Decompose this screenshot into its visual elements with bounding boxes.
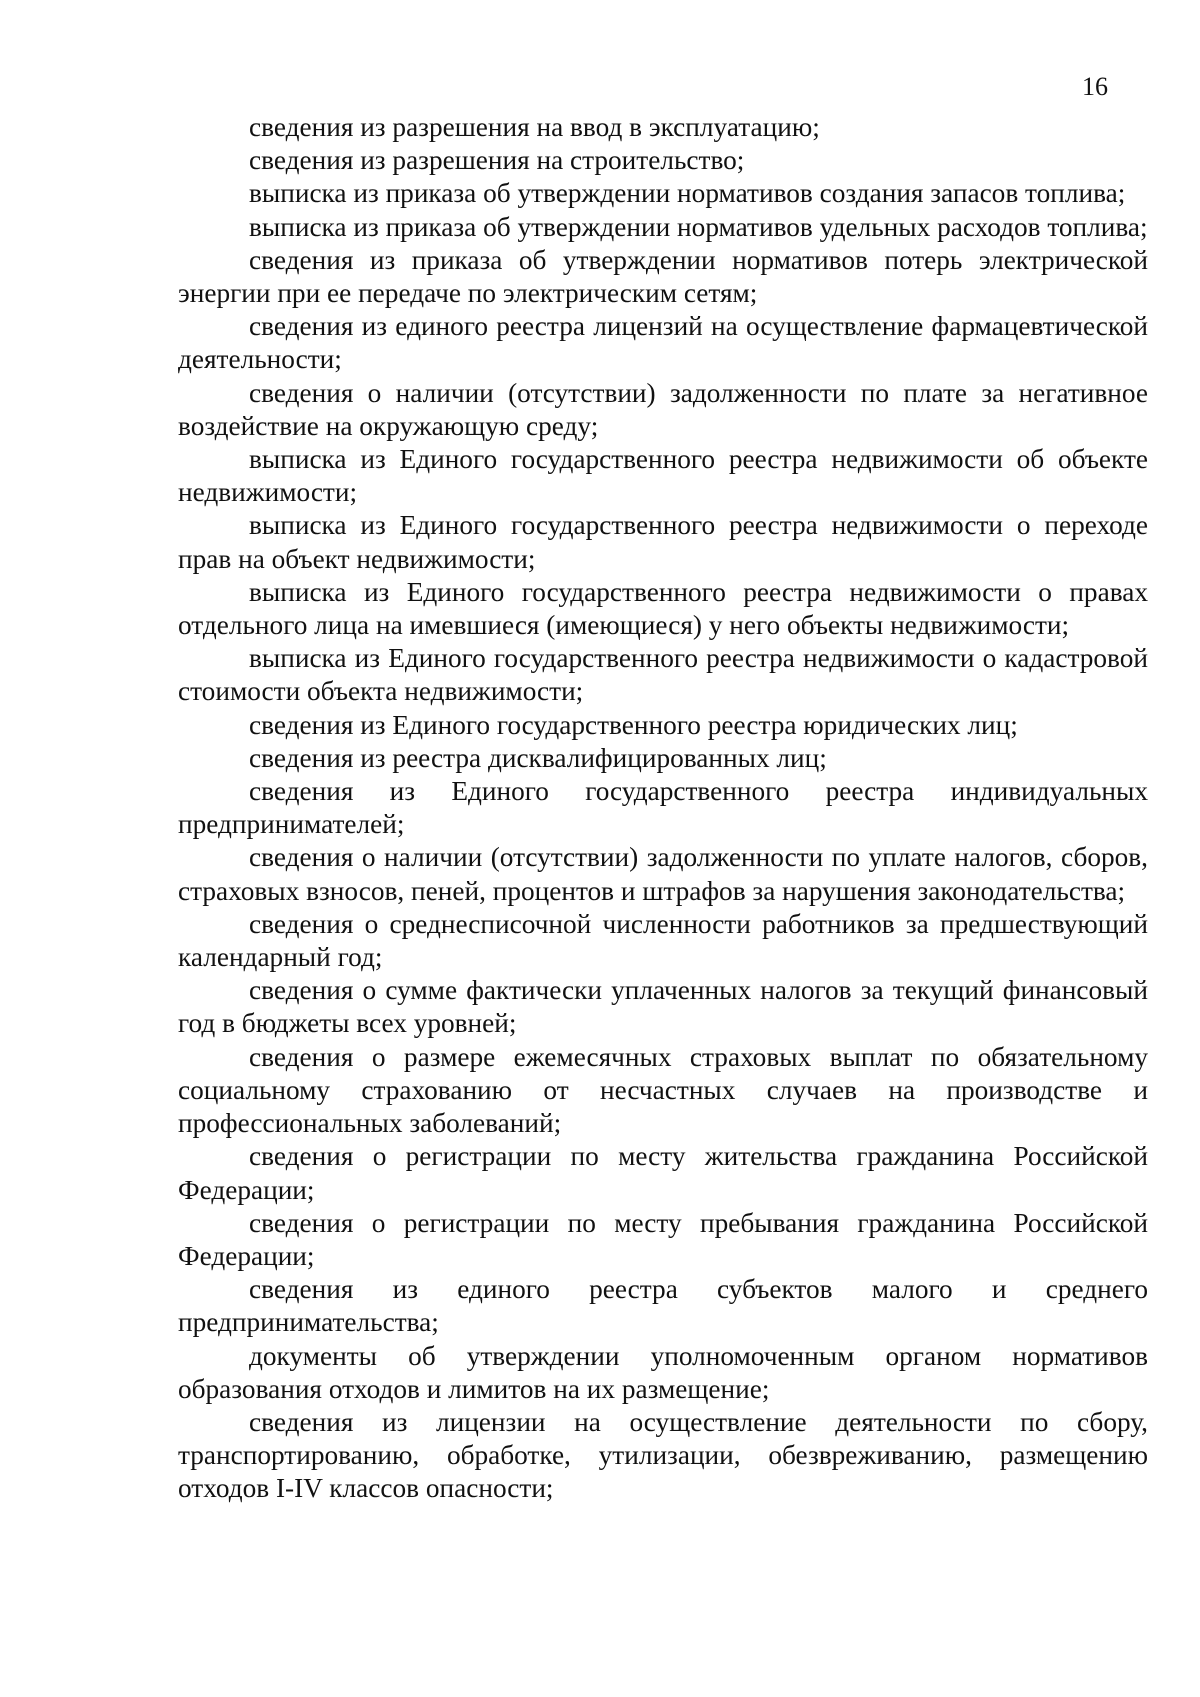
list-item: выписка из приказа об утверждении нормативов создания запасов топлива; <box>249 178 1126 209</box>
list-item: сведения о среднесписочной численности работников за предшествующий календарный год; <box>178 908 1148 973</box>
list-item: сведения о наличии (отсутствии) задолженности по уплате налогов, сборов, страховых взносов, пеней, процентов и штрафов за нарушения законодательства; <box>178 842 1148 906</box>
list-item: сведения о регистрации по месту жительства гражданина Российской Федерации; <box>178 1141 1148 1205</box>
list-item: сведения о размере ежемесячных страховых выплат по обязательному социальному страхованию от несчастных случаев на производстве и профессиональных заболеваний; <box>178 1041 1148 1139</box>
list-item: выписка из Единого государственного реестра недвижимости о правах отдельного лица на имевшиеся (имеющиеся) у него объекты недвижимости; <box>178 576 1148 641</box>
list-item: сведения из Единого государственного реестра юридических лиц; <box>249 709 1018 740</box>
list-item: сведения из разрешения на ввод в эксплуатацию; <box>249 112 820 142</box>
list-item: сведения из разрешения на строительство; <box>249 145 745 176</box>
list-item: сведения из реестра дисквалифицированных лиц; <box>249 742 827 773</box>
document-list <box>178 111 1148 1506</box>
list-item: сведения из единого реестра субъектов малого и среднего предпринимательства; <box>178 1274 1148 1338</box>
list-item: сведения из лицензии на осуществление деятельности по сбору, транспортированию, обработке, утилизации, обезвреживанию, размещению отходов I-IV классов опасности; <box>178 1406 1148 1504</box>
list-item: выписка из Единого государственного реестра недвижимости о кадастровой стоимости объекта недвижимости; <box>178 643 1148 707</box>
list-item: выписка из приказа об утверждении нормативов удельных расходов топлива; <box>249 211 1148 242</box>
list-item: выписка из Единого государственного реестра недвижимости об объекте недвижимости; <box>178 444 1148 508</box>
list-item: сведения из Единого государственного реестра индивидуальных предпринимателей; <box>178 776 1148 840</box>
list-item: сведения из единого реестра лицензий на осуществление фармацевтической деятельности; <box>178 311 1148 375</box>
list-item: выписка из Единого государственного реестра недвижимости о переходе прав на объект недвижимости; <box>178 510 1148 574</box>
list-item: сведения из приказа об утверждении нормативов потерь электрической энергии при ее передаче по электрическим сетям; <box>178 244 1148 309</box>
list-item: сведения о сумме фактически уплаченных налогов за текущий финансовый год в бюджеты всех уровней; <box>178 975 1148 1039</box>
list-item: сведения о наличии (отсутствии) задолженности по плате за негативное воздействие на окружающую среду; <box>178 377 1148 441</box>
list-item: документы об утверждении уполномоченным органом нормативов образования отходов и лимитов на их размещение; <box>178 1340 1148 1404</box>
page-number: 16 <box>1082 72 1108 101</box>
list-item: сведения о регистрации по месту пребывания гражданина Российской Федерации; <box>178 1207 1148 1271</box>
